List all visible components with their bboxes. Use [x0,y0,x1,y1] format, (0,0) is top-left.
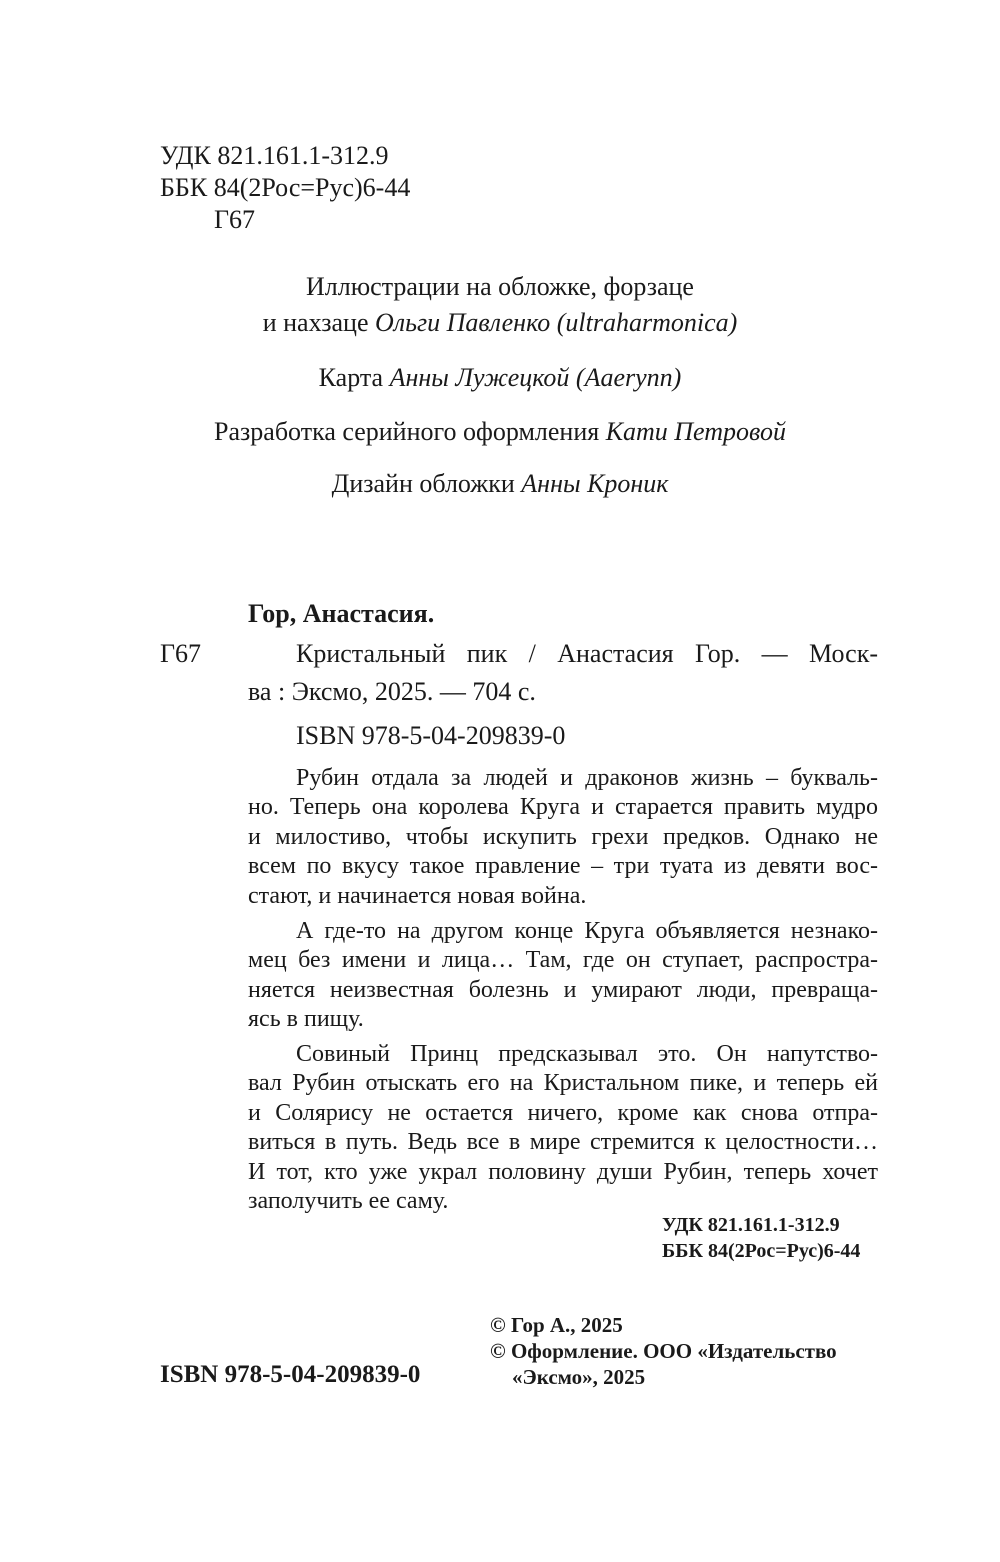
udk-code-bottom: УДК 821.161.1-312.9 [662,1214,840,1236]
annotation-p2-line: няется неизвестная болезнь и умирают люди, превраща- [248,977,878,1003]
credits-illustrator-name: Ольги Павленко (ultraharmonica) [375,308,738,337]
annotation-p2-line: А где-то на другом конце Круга объявляется незнако- [296,918,878,944]
credits-series-name: Кати Петровой [605,417,786,446]
credits-cover-prefix: Дизайн обложки [331,469,515,498]
annotation-p1-line: но. Теперь она королева Круга и старается править мудро [248,794,878,820]
bbk-code-top: ББК 84(2Рос=Рус)6-44 [160,173,411,202]
credits-illustrations-line2 [0,307,1000,339]
annotation-p3-line: Совиный Принц предсказывал это. Он напутство- [296,1041,878,1067]
copyright-design-line2: «Эксмо», 2025 [512,1365,646,1389]
bib-title-line1: Кристальный пик / Анастасия Гор. — Моск- [296,639,878,668]
bib-isbn: ISBN 978-5-04-209839-0 [296,721,566,750]
bib-title-line2: ва : Эксмо, 2025. — 704 с. [248,677,536,706]
annotation-p1-line: Рубин отдала за людей и драконов жизнь – букваль- [296,765,878,791]
isbn-bottom: ISBN 978-5-04-209839-0 [160,1361,421,1388]
credits-map [0,362,1000,394]
annotation-p1-line: стают, и начинается новая война. [248,883,587,909]
copyright-author: © Гор А., 2025 [490,1313,623,1337]
annotation-p2-line: ясь в пищу. [248,1006,364,1032]
credits-illustrations-line1: Иллюстрации на обложке, форзаце [306,272,694,301]
credits-map-prefix: Карта [318,363,384,392]
annotation-p3-line: заполучить ее саму. [248,1188,449,1214]
author-mark-top: Г67 [214,205,256,234]
annotation-p3-line: и Солярису не остается ничего, кроме как снова отпра- [248,1100,878,1126]
credits-map-name: Анны Лужецкой (Aaerynn) [389,363,682,392]
credits-series [0,416,1000,448]
credits-cover [0,468,1000,500]
annotation-p3-line: вал Рубин отыскать его на Кристальном пике, и теперь ей [248,1070,878,1096]
annotation-p3-line: виться в путь. Ведь все в мире стремится к целостности… [248,1129,878,1155]
credits-illustrations-prefix: и нахзаце [262,308,369,337]
annotation-p1-line: и милостиво, чтобы искупить грехи предков. Однако не [248,824,878,850]
udk-code-top: УДК 821.161.1-312.9 [160,141,389,170]
bib-author-mark: Г67 [160,639,202,668]
annotation-p2-line: мец без имени и лица… Там, где он ступает, распростра- [248,947,878,973]
annotation-p1-line: всем по вкусу такое правление – три туата из девяти вос- [248,853,878,879]
credits-cover-name: Анны Кроник [521,469,669,498]
annotation-p3-line: И тот, кто уже украл половину души Рубин, теперь хочет [248,1159,878,1185]
bbk-code-bottom: ББК 84(2Рос=Рус)6-44 [662,1240,861,1262]
credits-series-prefix: Разработка серийного оформления [214,417,600,446]
bib-author: Гор, Анастасия. [248,599,435,628]
copyright-design-line1: © Оформление. ООО «Издательство [490,1339,837,1363]
